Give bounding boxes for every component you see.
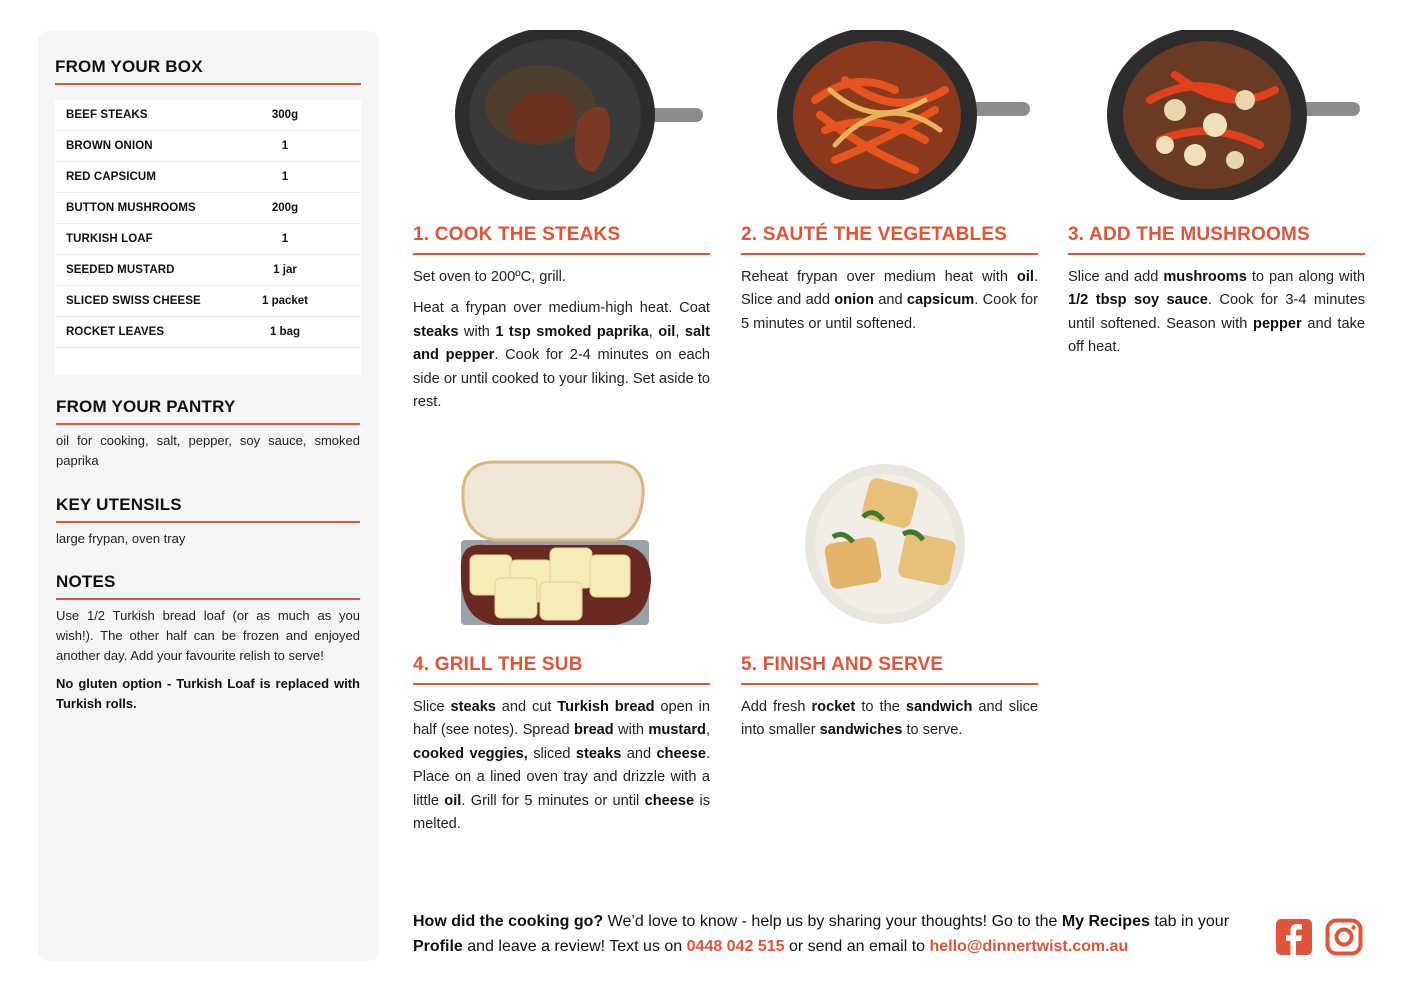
notes-gluten-option: No gluten option - Turkish Loaf is replaced with Turkish rolls. <box>56 676 360 711</box>
ingredient-qty: 1 packet <box>261 295 309 307</box>
ingredient-name: BEEF STEAKS <box>66 109 148 121</box>
step-text: Add fresh rocket to the sandwich and slice into smaller sandwiches to serve. <box>741 699 1038 739</box>
sidebar <box>38 31 379 961</box>
table-row <box>55 100 361 131</box>
table-row <box>55 255 361 286</box>
ingredient-qty: 300g <box>271 109 299 121</box>
profile-link[interactable]: Profile <box>413 938 463 955</box>
divider <box>1068 253 1365 255</box>
divider <box>413 253 710 255</box>
step-text: Slice and add mushrooms to pan along with 1/2 tbsp soy sauce. Cook for 3-4 minutes until softened. Season with pepper and take off heat. <box>1068 269 1366 356</box>
grilled-sub-photo <box>455 460 655 630</box>
divider <box>56 598 360 600</box>
step-3-body <box>1068 266 1365 368</box>
pantry-text: oil for cooking, salt, pepper, soy sauce, smoked paprika <box>56 433 360 468</box>
ingredient-name: BROWN ONION <box>66 140 153 152</box>
ingredient-qty: 200g <box>271 202 299 214</box>
ingredient-name: TURKISH LOAF <box>66 233 153 245</box>
divider <box>55 83 361 85</box>
ingredient-name: RED CAPSICUM <box>66 171 157 183</box>
divider <box>56 521 360 523</box>
step-2-body <box>741 266 1038 344</box>
steak-pan-photo <box>455 30 705 200</box>
ingredient-qty: 1 <box>281 140 289 152</box>
instagram-icon[interactable] <box>1325 918 1363 956</box>
step-1-body <box>413 266 710 422</box>
step-text: Slice steaks and cut Turkish bread open in half (see notes). Spread bread with mustard, cooked veggies, sliced steaks and cheese. Place on a lined oven tray and drizzle with a little oil. Grill for 5 minutes or until cheese is melted. <box>413 699 711 833</box>
step-4-title: 4. GRILL THE SUB <box>413 654 583 675</box>
step-2-title: 2. SAUTÉ THE VEGETABLES <box>741 224 1008 245</box>
table-row <box>55 131 361 162</box>
step-text: Set oven to 200ºC, grill. <box>413 269 566 285</box>
ingredient-qty: 1 jar <box>273 264 297 276</box>
pantry-heading: FROM YOUR PANTRY <box>56 397 236 416</box>
step-text: Reheat frypan over medium heat with oil. Slice and add onion and capsicum. Cook for 5 minutes or until softened. <box>741 269 1038 332</box>
step-4-body <box>413 696 710 844</box>
ingredient-qty: 1 <box>281 233 289 245</box>
ingredient-name: BUTTON MUSHROOMS <box>66 202 196 214</box>
divider <box>741 683 1038 685</box>
step-5-body <box>741 696 1038 751</box>
step-3-title: 3. ADD THE MUSHROOMS <box>1068 224 1310 245</box>
feedback-footer: How did the cooking go? We’d love to know - help us by sharing your thoughts! Go to the My Recipes tab in your Profile and leave a review! Text us on 0448 042 515 or send an email to hello@dinnertwist.com.au <box>413 913 1230 955</box>
table-row <box>55 224 361 255</box>
table-row <box>55 286 361 317</box>
ingredient-qty: 1 <box>281 171 289 183</box>
phone-link[interactable]: 0448 042 515 <box>686 938 785 955</box>
table-row <box>55 193 361 224</box>
ingredient-name: SEEDED MUSTARD <box>66 264 175 276</box>
my-recipes-link[interactable]: My Recipes <box>1061 913 1150 930</box>
divider <box>413 683 710 685</box>
utensils-heading: KEY UTENSILS <box>56 495 182 514</box>
email-link[interactable]: hello@dinnertwist.com.au <box>929 938 1129 955</box>
box-ingredients-table <box>55 100 361 375</box>
facebook-icon[interactable] <box>1275 918 1313 956</box>
vegetables-pan-photo <box>775 30 1035 200</box>
divider <box>56 423 360 425</box>
step-1-title: 1. COOK THE STEAKS <box>413 224 621 245</box>
ingredient-name: SLICED SWISS CHEESE <box>66 295 201 307</box>
step-5-title: 5. FINISH AND SERVE <box>741 654 944 675</box>
mushrooms-pan-photo <box>1105 30 1365 200</box>
notes-heading: NOTES <box>56 572 116 591</box>
ingredient-name: ROCKET LEAVES <box>66 326 165 338</box>
table-row <box>55 317 361 348</box>
finished-sandwich-photo <box>803 462 973 632</box>
table-row <box>55 162 361 193</box>
divider <box>741 253 1038 255</box>
ingredient-qty: 1 bag <box>269 326 301 338</box>
utensils-text: large frypan, oven tray <box>56 531 186 546</box>
from-box-heading: FROM YOUR BOX <box>55 57 203 76</box>
feedback-question: How did the cooking go? <box>413 913 604 930</box>
notes-text: Use 1/2 Turkish bread loaf (or as much as you wish!). The other half can be frozen and enjoyed another day. Add your favourite relish to serve! <box>56 608 360 663</box>
step-text: Heat a frypan over medium-high heat. Coat steaks with 1 tsp smoked paprika, oil, salt and pepper. Cook for 2-4 minutes on each side or until cooked to your liking. Set aside to rest. <box>413 300 710 411</box>
